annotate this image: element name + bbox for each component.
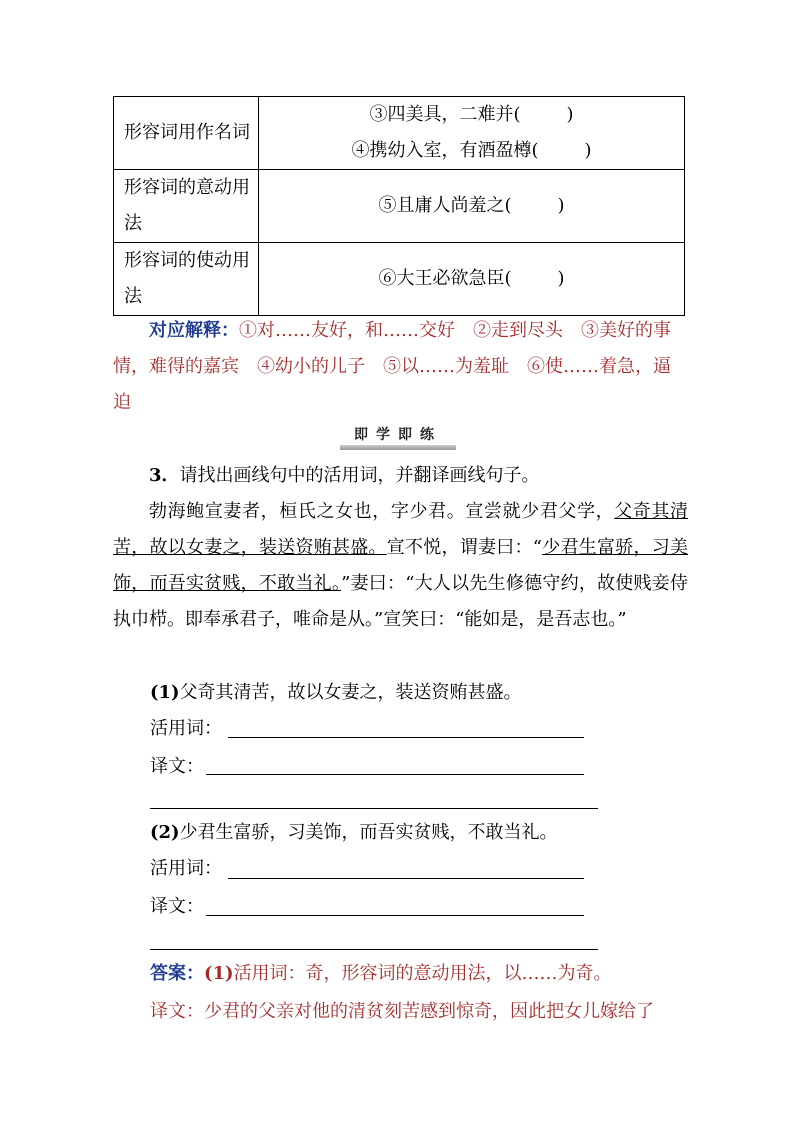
translation-label: 译文： xyxy=(150,756,204,777)
translation-label: 译文： xyxy=(150,896,204,917)
close-paren: ) xyxy=(566,104,574,125)
example-text: ④携幼入室，有酒盈樽( xyxy=(351,140,539,161)
answer-tag: 答案： xyxy=(150,963,204,984)
row-label: 形容词的使动用法 xyxy=(114,243,259,316)
table-row xyxy=(114,170,685,243)
answer-line-1 xyxy=(150,956,612,992)
row-label: 形容词的意动用法 xyxy=(114,170,259,243)
answer-line[interactable] xyxy=(228,737,584,738)
close-paren: ) xyxy=(584,140,592,161)
sub-question xyxy=(150,681,522,705)
example-item xyxy=(259,133,684,169)
underlined-sentence: 少君生富骄，习美饰，而吾实贫贱，不敢当礼。 xyxy=(113,537,689,594)
answer-text: 活用词：奇，形容词的意动用法，以……为奇。 xyxy=(233,963,612,984)
passage-text: ”妻曰：“大人以先生修德守约，故使贱妾侍执巾栉。即奉承君子，唯命是从。”宣笑曰：“能如是，是吾志也。” xyxy=(113,573,689,630)
answer-number: (1) xyxy=(204,963,234,984)
answer-trans-text: 少君的父亲对他的清贫刻苦感到惊奇，因此把女儿嫁给了 xyxy=(204,1001,654,1022)
example-item xyxy=(259,261,684,297)
word-label: 活用词： xyxy=(150,858,222,879)
sub-question-sentence: 少君生富骄，习美饰，而吾实贫贱，不敢当礼。 xyxy=(179,822,558,843)
sub-question-number: (1) xyxy=(150,682,180,703)
answer-line[interactable] xyxy=(150,808,598,809)
question-prompt xyxy=(113,458,688,494)
passage-text: 宣不悦，谓妻曰：“ xyxy=(386,537,542,558)
passage-text: 勃海鲍宣妻者，桓氏之女也，字少君。宣尝就少君父学， xyxy=(149,501,615,522)
usage-table xyxy=(113,96,685,316)
banner-text: 即学即练 xyxy=(354,427,442,443)
question-number: 3． xyxy=(149,465,180,486)
explanation-lead: 对应解释： xyxy=(149,320,239,341)
row-examples xyxy=(259,97,685,170)
row-label: 形容词用作名词 xyxy=(114,97,259,170)
row-examples xyxy=(259,170,685,243)
sub-question xyxy=(150,821,558,845)
example-text: ⑥大王必欲急臣( xyxy=(378,268,512,289)
explanation xyxy=(113,313,685,421)
answer-line[interactable] xyxy=(206,915,584,916)
question-text: 请找出画线句中的活用词，并翻译画线句子。 xyxy=(179,465,540,486)
example-item xyxy=(259,188,684,224)
answer-line-2 xyxy=(150,994,654,1030)
underlined-sentence: 父奇其清苦，故以女妻之，装送资贿甚盛。 xyxy=(113,501,689,558)
close-paren: ) xyxy=(557,268,565,289)
explanation-text: ①对……友好，和……交好 ②走到尽头 ③美好的事情，难得的嘉宾 ④幼小的儿子 ⑤以……为羞耻 ⑥使……着急，逼迫 xyxy=(113,320,671,413)
example-text: ③四美具，二难并( xyxy=(369,104,521,125)
sub-question-sentence: 父奇其清苦，故以女妻之，装送资贿甚盛。 xyxy=(179,682,522,703)
table-row xyxy=(114,243,685,316)
answer-trans-label: 译文： xyxy=(150,1001,204,1022)
passage xyxy=(113,494,688,638)
section-banner xyxy=(340,424,456,452)
example-text: ⑤且庸人尚羞之( xyxy=(378,195,512,216)
answer-line[interactable] xyxy=(150,949,598,950)
table-row xyxy=(114,97,685,170)
answer-line[interactable] xyxy=(206,774,584,775)
example-item xyxy=(259,97,684,133)
answer-line[interactable] xyxy=(228,878,584,879)
close-paren: ) xyxy=(557,195,565,216)
row-examples xyxy=(259,243,685,316)
sub-question-number: (2) xyxy=(150,822,180,843)
word-label: 活用词： xyxy=(150,718,222,739)
banner-bar xyxy=(340,445,456,450)
